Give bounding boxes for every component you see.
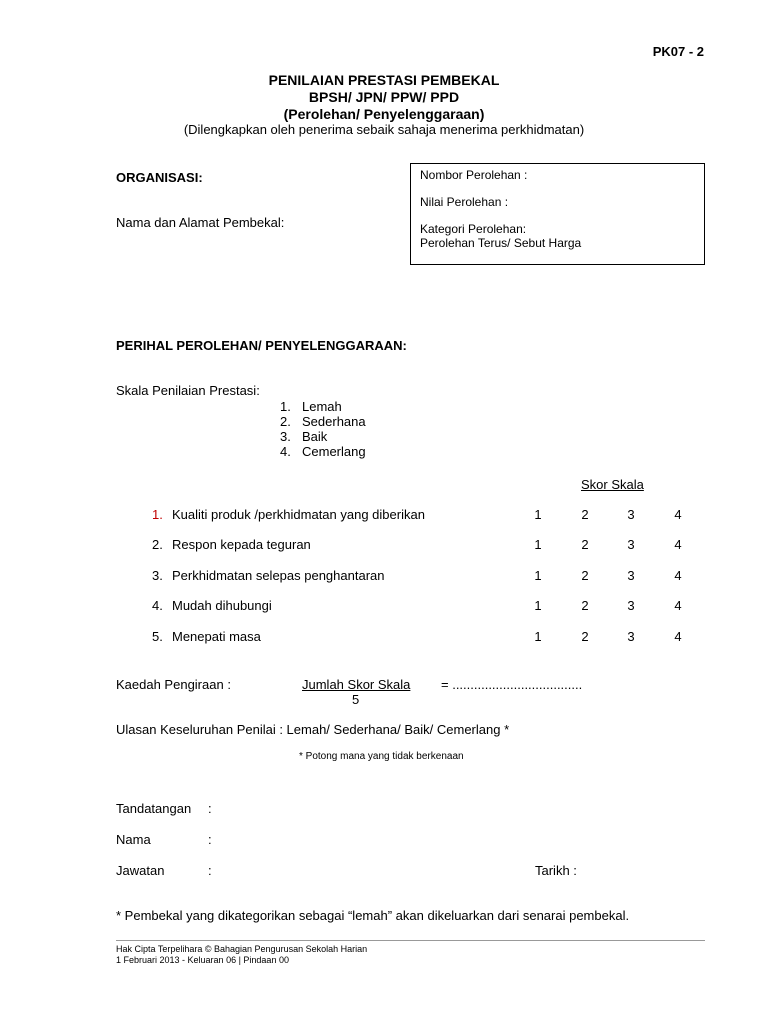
scale-item-text: Lemah <box>302 399 342 414</box>
position-label: Jawatan <box>116 863 165 878</box>
score-option-4[interactable]: 4 <box>674 537 682 552</box>
criteria-row-3 <box>152 568 384 583</box>
nombor-perolehan-field[interactable]: Nombor Perolehan : <box>420 168 528 182</box>
criteria-text: Menepati masa <box>172 629 261 644</box>
scale-item-num: 1. <box>280 399 291 414</box>
score-option-4[interactable]: 4 <box>674 507 682 522</box>
footer-divider <box>116 940 705 941</box>
criteria-text: Perkhidmatan selepas penghantaran <box>172 568 385 583</box>
signature-colon: : <box>208 801 212 816</box>
calc-result-field[interactable]: = .................................... <box>441 677 583 692</box>
calc-label: Kaedah Pengiraan : <box>116 677 231 692</box>
criteria-row-5 <box>152 629 261 644</box>
score-option-3[interactable]: 3 <box>627 629 635 644</box>
form-title: PENILAIAN PRESTASI PEMBEKAL <box>268 72 500 88</box>
score-option-3[interactable]: 3 <box>627 537 635 552</box>
organisasi-label: ORGANISASI: <box>116 170 203 185</box>
score-option-3[interactable]: 3 <box>627 507 635 522</box>
criteria-text: Mudah dihubungi <box>172 598 272 613</box>
scale-item <box>280 414 366 429</box>
weak-supplier-note: * Pembekal yang dikategorikan sebagai “lemah” akan dikeluarkan dari senarai pembekal. <box>116 908 630 923</box>
supplier-name-address-label: Nama dan Alamat Pembekal: <box>116 215 285 230</box>
criteria-row-4 <box>152 598 272 613</box>
scale-item-text: Baik <box>302 429 328 444</box>
score-option-4[interactable]: 4 <box>674 568 682 583</box>
scale-item-num: 2. <box>280 414 291 429</box>
footer-revision: 1 Februari 2013 - Keluaran 06 | Pindaan 00 <box>116 955 289 965</box>
criteria-num: 3. <box>152 568 163 583</box>
criteria-num: 5. <box>152 629 163 644</box>
scale-item-text: Sederhana <box>302 414 366 429</box>
score-option-2[interactable]: 2 <box>581 568 589 583</box>
criteria-row-2 <box>152 537 311 552</box>
criteria-num: 2. <box>152 537 163 552</box>
score-option-3[interactable]: 3 <box>627 568 635 583</box>
score-option-2[interactable]: 2 <box>581 629 589 644</box>
scale-item-num: 3. <box>280 429 291 444</box>
kategori-perolehan-value[interactable]: Perolehan Terus/ Sebut Harga <box>420 236 582 250</box>
score-option-2[interactable]: 2 <box>581 507 589 522</box>
footer-copyright: Hak Cipta Terpelihara © Bahagian Pengurusan Sekolah Harian <box>116 944 368 954</box>
criteria-num: 1. <box>152 507 163 522</box>
nilai-perolehan-field[interactable]: Nilai Perolehan : <box>420 195 509 209</box>
document-code: PK07 - 2 <box>652 44 704 59</box>
scale-item <box>280 429 327 444</box>
score-option-4[interactable]: 4 <box>674 629 682 644</box>
procurement-info-box <box>410 163 705 265</box>
date-label: Tarikh : <box>535 863 577 878</box>
kategori-perolehan-label: Kategori Perolehan: <box>420 222 527 236</box>
score-option-2[interactable]: 2 <box>581 598 589 613</box>
criteria-text: Respon kepada teguran <box>172 537 311 552</box>
scale-item-text: Cemerlang <box>302 444 366 459</box>
score-option-1[interactable]: 1 <box>534 629 542 644</box>
name-label: Nama <box>116 832 151 847</box>
score-option-4[interactable]: 4 <box>674 598 682 613</box>
scale-item <box>280 399 342 414</box>
criteria-num: 4. <box>152 598 163 613</box>
name-colon: : <box>208 832 212 847</box>
form-instruction: (Dilengkapkan oleh penerima sebaik sahaja menerima perkhidmatan) <box>183 122 585 137</box>
perihal-label: PERIHAL PEROLEHAN/ PENYELENGGARAAN: <box>116 338 407 353</box>
score-option-1[interactable]: 1 <box>534 537 542 552</box>
score-option-2[interactable]: 2 <box>581 537 589 552</box>
criteria-row-1 <box>152 507 425 522</box>
signature-label: Tandatangan <box>116 801 192 816</box>
score-header: Skor Skala <box>581 477 644 492</box>
score-option-1[interactable]: 1 <box>534 568 542 583</box>
score-option-3[interactable]: 3 <box>627 598 635 613</box>
overall-review: Ulasan Keseluruhan Penilai : Lemah/ Sederhana/ Baik/ Cemerlang * <box>116 722 510 737</box>
score-option-1[interactable]: 1 <box>534 507 542 522</box>
criteria-text: Kualiti produk /perkhidmatan yang diberikan <box>172 507 425 522</box>
form-subtitle-type: (Perolehan/ Penyelenggaraan) <box>283 106 485 122</box>
score-option-1[interactable]: 1 <box>534 598 542 613</box>
position-colon: : <box>208 863 212 878</box>
calc-numerator: Jumlah Skor Skala <box>302 677 411 692</box>
calc-denominator: 5 <box>352 692 360 707</box>
strike-out-note: * Potong mana yang tidak berkenaan <box>299 751 464 762</box>
scale-item <box>280 444 366 459</box>
form-subtitle-departments: BPSH/ JPN/ PPW/ PPD <box>308 89 460 105</box>
scale-item-num: 4. <box>280 444 291 459</box>
scale-label: Skala Penilaian Prestasi: <box>116 383 260 398</box>
